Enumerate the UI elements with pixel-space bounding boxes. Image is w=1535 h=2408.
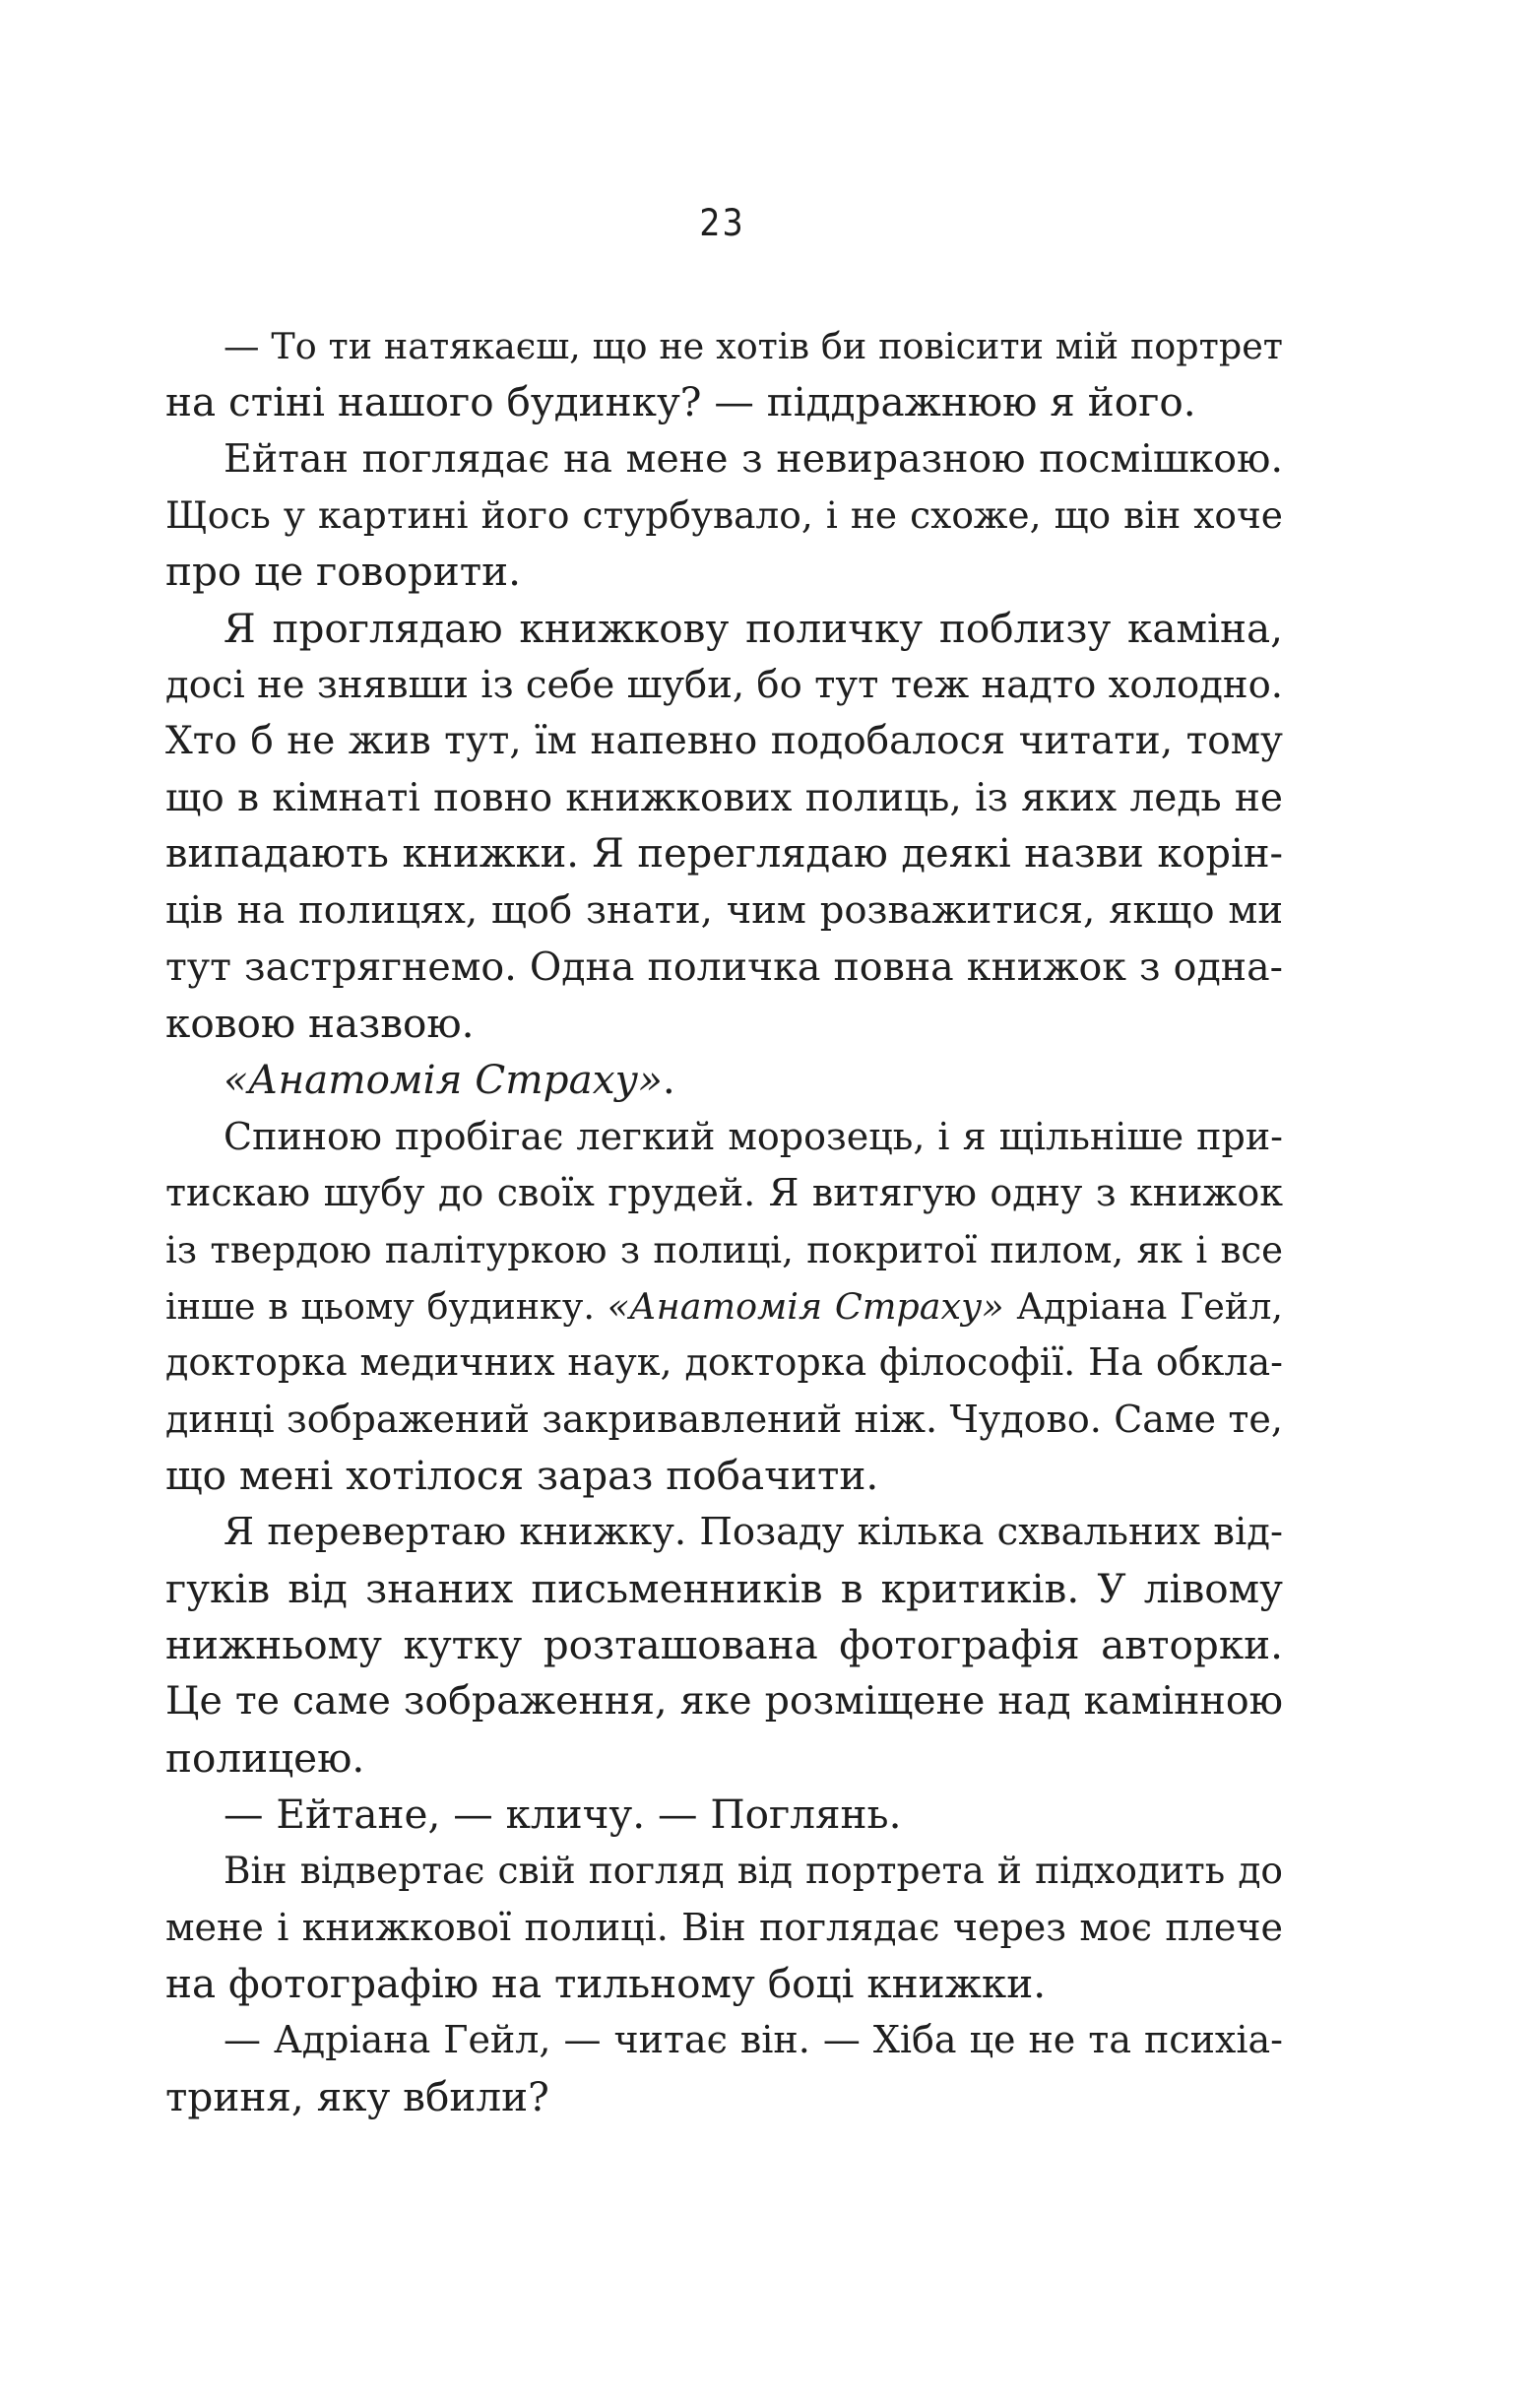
text-line: Спиною пробігає легкий морозець, і я щільніше при- — [224, 1114, 1283, 1158]
text-line: Це те саме зображення, яке розміщене над камінною — [165, 1678, 1283, 1725]
text-line: докторка медичних наук, докторка філософії. На обкла- — [165, 1340, 1283, 1385]
book-title: «Анатомія Страху» — [607, 1284, 1004, 1328]
text-line: — Ейтане, — кличу. — Поглянь. — [224, 1790, 902, 1838]
text-segment: . — [662, 1056, 675, 1104]
text-segment: Адріана Гейл, — [1003, 1284, 1283, 1328]
text-line: ців на полицях, щоб знати, чим розважитися, якщо ми — [165, 888, 1283, 934]
text-line: досі не знявши із себе шуби, бо тут теж надто холодно. — [165, 663, 1283, 708]
text-line: триня, яку вбили? — [165, 2072, 549, 2120]
text-line: динці зображений закривавлений ніж. Чудово. Саме те, — [165, 1397, 1283, 1441]
text-line: що в кімнаті повно книжкових полиць, із яких ледь не — [165, 775, 1283, 820]
text-line: із твердою палітуркою з полиці, покритої пилом, як і все — [165, 1228, 1283, 1271]
body-text — [165, 318, 1283, 2125]
text-line: ковою назвою. — [165, 1000, 475, 1048]
text-line — [165, 1278, 1283, 1334]
text-line: Щось у картині його стурбувало, і не схоже, що він хоче — [165, 493, 1283, 538]
text-line: Я перевертаю книжку. Позаду кілька схвальних від- — [224, 1510, 1283, 1555]
text-line: — Адріана Гейл, — читає він. — Хіба це не та психіа- — [224, 2018, 1283, 2062]
text-line: тут застрягнемо. Одна поличка повна книжок з однa- — [165, 944, 1283, 990]
text-line: Він відвертає свій погляд від портрета й підходить до — [224, 1849, 1283, 1893]
text-line: Ейтан поглядає на мене з невиразною посмішкою. — [224, 435, 1283, 482]
text-line: про це говорити. — [165, 548, 522, 596]
book-title: «Анатомія Страху» — [224, 1056, 663, 1104]
text-line: Я проглядаю книжкову поличку поблизу каміна, — [224, 604, 1283, 652]
text-line: Хто б не жив тут, їм напевно подобалося читати, тому — [165, 719, 1283, 764]
text-line: що мені хотілося зараз побачити. — [165, 1451, 879, 1499]
text-line: тискаю шубу до своїх грудей. Я витягую одну з книжок — [165, 1171, 1283, 1215]
text-line: — То ти натякаєш, що не хотів би повісити мій портрет — [224, 325, 1283, 367]
text-line: на стіні нашого будинку? — піддражнюю я його. — [165, 378, 1196, 426]
page-number: 23 — [699, 202, 745, 244]
text-segment: інше в цьому будинку. — [165, 1284, 608, 1328]
text-line: гуків від знаних письменників в критиків. У лівому — [165, 1564, 1283, 1612]
text-line: мене і книжкової полиці. Він поглядає через моє плече — [165, 1905, 1283, 1949]
text-line: нижньому кутку розташована фотографія авторки. — [165, 1620, 1283, 1668]
text-line — [165, 1052, 1283, 1108]
text-line: випадають книжки. Я переглядаю деякі назви корін- — [165, 831, 1283, 878]
text-line: полицею. — [165, 1733, 365, 1782]
text-line: на фотографію на тильному боці книжки. — [165, 1959, 1047, 2007]
